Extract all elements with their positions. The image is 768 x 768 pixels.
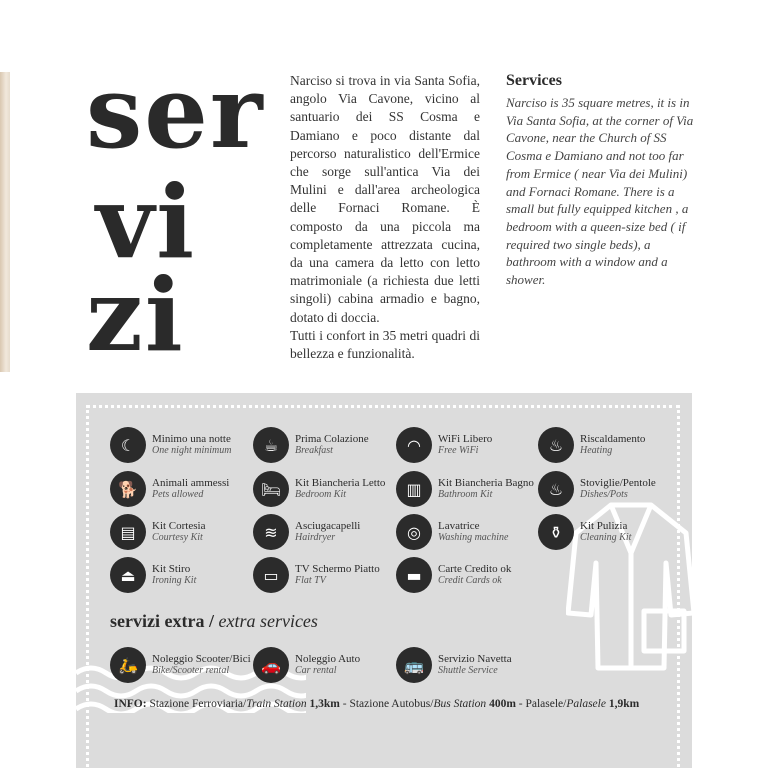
service-item	[396, 471, 534, 507]
service-label: Kit Biancheria Letto	[295, 476, 386, 489]
service-label: Lavatrice	[438, 519, 480, 532]
info-label: INFO:	[114, 698, 147, 710]
heading-vi: vi	[96, 163, 197, 281]
pot-icon: ♨	[538, 471, 574, 507]
service-label-en: Breakfast	[295, 445, 333, 456]
credit-card-icon: ▬	[396, 557, 432, 593]
toiletries-icon: ▤	[110, 514, 146, 550]
italian-paragraph-1: Narciso si trova in via Santa Sofia, angolo Via Cavone, vicino al santuario dei SS Cosma e Damiano e poco distante dal percorso naturalistico dell'Ermice che sorge sull'antica Via dei Mulini e dall'area archeologica delle Fornaci Romane. È composto da una piccola ma completamente attrezzata cucina, da una camera da letto con letto matrimoniale (a richiesta due letti singoli) cabina armadio e bagno, dotato di doccia.	[290, 73, 480, 325]
service-item	[253, 427, 369, 463]
info-palasele: - Palasele/	[515, 698, 567, 710]
service-item	[538, 427, 645, 463]
service-item	[110, 557, 196, 593]
dog-icon: 🐕	[110, 471, 146, 507]
service-label: Kit Pulizia	[580, 519, 628, 532]
service-label: Minimo una notte	[152, 432, 231, 445]
info-train-station-en: Train Station	[246, 698, 307, 710]
towel-icon: ▥	[396, 471, 432, 507]
service-label-en: Courtesy Kit	[152, 532, 203, 543]
bed-icon: 🛏	[253, 471, 289, 507]
service-label-en: Car rental	[295, 665, 337, 676]
service-label: Kit Cortesia	[152, 519, 206, 532]
service-item	[538, 514, 631, 550]
service-label-en: Dishes/Pots	[580, 489, 628, 500]
service-item	[253, 471, 385, 507]
service-item	[253, 514, 360, 550]
service-label-en: Credit Cards ok	[438, 575, 502, 586]
extra-service-item	[253, 647, 360, 683]
service-item	[253, 557, 380, 593]
service-label: Carte Credito ok	[438, 562, 512, 575]
extra-services-title	[110, 611, 318, 632]
service-label-en: Washing machine	[438, 532, 509, 543]
service-label: Prima Colazione	[295, 432, 369, 445]
service-label-en: Cleaning Kit	[580, 532, 632, 543]
info-palasele-en: Palasele	[566, 698, 606, 710]
service-label-en: Bathroom Kit	[438, 489, 493, 500]
english-title: Services	[506, 72, 562, 89]
breakfast-icon: ☕	[253, 427, 289, 463]
info-line	[114, 698, 639, 710]
service-item	[396, 427, 492, 463]
hairdryer-icon: ≋	[253, 514, 289, 550]
service-label: Noleggio Scooter/Bici	[152, 652, 251, 665]
washing-machine-icon: ◎	[396, 514, 432, 550]
service-label-en: Flat TV	[295, 575, 326, 586]
extra-service-item	[110, 647, 251, 683]
info-palasele-distance: 1,9km	[605, 698, 640, 710]
info-train-distance: 1,3km	[306, 698, 340, 710]
service-item	[110, 471, 229, 507]
shuttle-icon: 🚌	[396, 647, 432, 683]
service-label-en: Heating	[580, 445, 613, 456]
iron-icon: ⏏	[110, 557, 146, 593]
service-label: Asciugacapelli	[295, 519, 361, 532]
extra-title-en: extra services	[218, 611, 318, 631]
car-icon: 🚗	[253, 647, 289, 683]
service-label: Servizio Navetta	[438, 652, 512, 665]
info-bus-distance: 400m	[486, 698, 516, 710]
service-item	[396, 557, 511, 593]
extra-title-separator: /	[208, 611, 214, 631]
english-text: Narciso is 35 square metres, it is in Via Santa Sofia, at the corner of Via Cavone, near the Church of SS Cosma e Damiano and not too far from Ermice ( near Via dei Mulini) and Fornaci Romane. There is a small but fully equipped kitchen , a bedroom with a queen-size bed ( if required two single beds), a bathroom with a window and a shower.	[506, 95, 694, 288]
italian-paragraph-2: Tutti i confort in 35 metri quadri di bellezza e funzionalità.	[290, 327, 480, 362]
service-item	[538, 471, 656, 507]
service-item	[396, 514, 508, 550]
service-label: WiFi Libero	[438, 432, 493, 445]
service-label: Noleggio Auto	[295, 652, 361, 665]
moon-icon: ☾	[110, 427, 146, 463]
english-description	[506, 72, 696, 289]
service-label-en: Ironing Kit	[152, 575, 197, 586]
extra-service-item	[396, 647, 512, 683]
italian-description	[290, 72, 480, 363]
cleaning-icon: ⚱	[538, 514, 574, 550]
service-label-en: Bike/Scooter rental	[152, 665, 230, 676]
service-label: TV Schermo Piatto	[295, 562, 380, 575]
photo-strip	[0, 72, 10, 372]
service-label: Stoviglie/Pentole	[580, 476, 656, 489]
service-label-en: Free WiFi	[438, 445, 479, 456]
service-label-en: Pets allowed	[152, 489, 204, 500]
service-label: Riscaldamento	[580, 432, 646, 445]
service-label: Animali ammessi	[152, 476, 230, 489]
service-label: Kit Biancheria Bagno	[438, 476, 534, 489]
wifi-icon: ◠	[396, 427, 432, 463]
info-bus-station-en: Bus Station	[433, 698, 487, 710]
heading-ser: ser	[86, 53, 265, 171]
heading-zi: zi	[86, 256, 185, 374]
service-item	[110, 514, 205, 550]
service-label-en: Bedroom Kit	[295, 489, 347, 500]
info-bus-station: - Stazione Autobus/	[339, 698, 434, 710]
services-panel	[76, 393, 692, 768]
service-label-en: Hairdryer	[295, 532, 336, 543]
scooter-icon: 🛵	[110, 647, 146, 683]
info-train-station: Stazione Ferroviaria/	[146, 698, 247, 710]
service-label: Kit Stiro	[152, 562, 191, 575]
service-label-en: Shuttle Service	[438, 665, 498, 676]
extra-title-it: servizi extra	[110, 611, 205, 631]
tv-icon: ▭	[253, 557, 289, 593]
heating-icon: ♨	[538, 427, 574, 463]
service-item	[110, 427, 231, 463]
service-label-en: One night minimum	[152, 445, 232, 456]
